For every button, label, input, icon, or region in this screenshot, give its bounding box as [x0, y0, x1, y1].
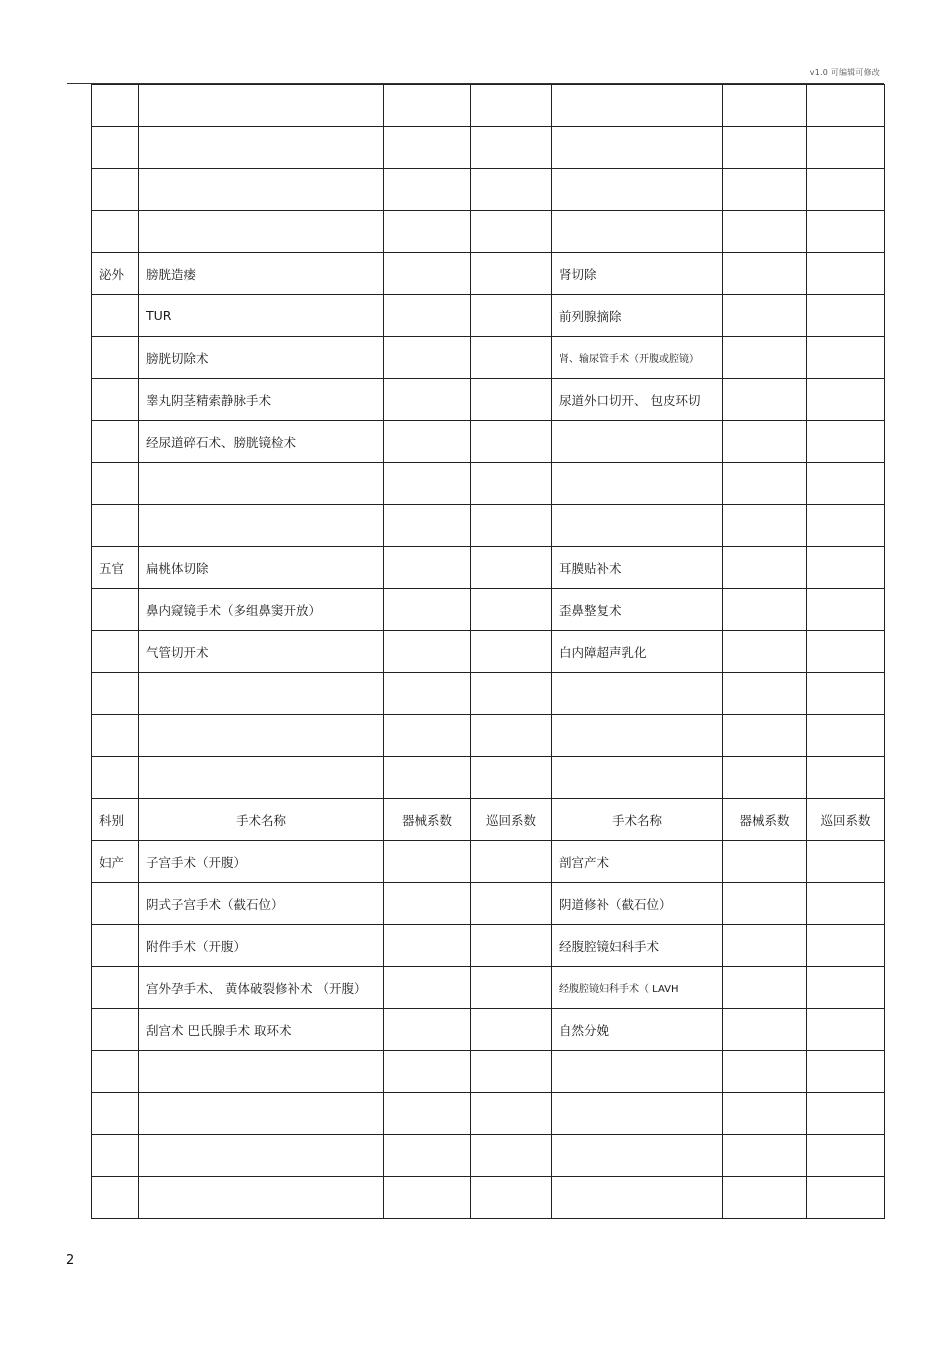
circulating-coef-cell [807, 211, 885, 253]
table-row [92, 421, 885, 463]
circulating-coef-cell [807, 841, 885, 883]
department-cell [92, 295, 139, 337]
circulating-coef-cell [471, 841, 552, 883]
surgery-name-cell [139, 127, 384, 169]
circulating-coef-cell [471, 85, 552, 127]
circulating-coef-cell [471, 379, 552, 421]
instrument-coef-cell [384, 883, 471, 925]
circulating-coef-cell [807, 757, 885, 799]
surgery-name-cell [552, 505, 723, 547]
table-row [92, 967, 885, 1009]
department-cell [92, 715, 139, 757]
surgery-name-cell [552, 169, 723, 211]
circulating-coef-cell [471, 757, 552, 799]
circulating-coef-cell [471, 547, 552, 589]
surgery-name-cell: 经尿道碎石术、膀胱镜检术 [139, 421, 384, 463]
instrument-coef-cell [384, 715, 471, 757]
surgery-name-cell [552, 1051, 723, 1093]
surgery-name-cell [139, 211, 384, 253]
instrument-coef-cell [723, 127, 807, 169]
surgery-name-cell: 经腹腔镜妇科手术 [552, 925, 723, 967]
surgery-name-cell [552, 421, 723, 463]
circulating-coef-cell [471, 589, 552, 631]
instrument-coef-cell [384, 1051, 471, 1093]
circulating-coef-cell [471, 295, 552, 337]
circulating-coef-cell [471, 505, 552, 547]
surgery-name-cell: 子宫手术（开腹） [139, 841, 384, 883]
surgery-name-cell: 阴式子宫手术（截石位） [139, 883, 384, 925]
department-cell: 五官 [92, 547, 139, 589]
surgery-name-cell [139, 169, 384, 211]
instrument-coef-cell [723, 169, 807, 211]
surgery-name-cell: 经腹腔镜妇科手术（ LAVH [552, 967, 723, 1009]
surgery-name-cell: 歪鼻整复术 [552, 589, 723, 631]
department-cell [92, 589, 139, 631]
column-header: 器械系数 [384, 799, 471, 841]
department-cell [92, 883, 139, 925]
surgery-name-cell [552, 85, 723, 127]
instrument-coef-cell [384, 1009, 471, 1051]
instrument-coef-cell [723, 589, 807, 631]
circulating-coef-cell [807, 85, 885, 127]
instrument-coef-cell [384, 1093, 471, 1135]
instrument-coef-cell [384, 169, 471, 211]
instrument-coef-cell [723, 967, 807, 1009]
department-cell [92, 127, 139, 169]
instrument-coef-cell [384, 673, 471, 715]
circulating-coef-cell [807, 631, 885, 673]
circulating-coef-cell [807, 1051, 885, 1093]
circulating-coef-cell [471, 253, 552, 295]
instrument-coef-cell [723, 757, 807, 799]
surgery-name-cell [139, 1135, 384, 1177]
circulating-coef-cell [471, 967, 552, 1009]
table-row [92, 337, 885, 379]
circulating-coef-cell [807, 337, 885, 379]
table-row [92, 1093, 885, 1135]
instrument-coef-cell [723, 673, 807, 715]
instrument-coef-cell [723, 337, 807, 379]
surgery-name-cell: 肾切除 [552, 253, 723, 295]
instrument-coef-cell [723, 547, 807, 589]
department-cell [92, 1051, 139, 1093]
instrument-coef-cell [723, 211, 807, 253]
table-row [92, 1009, 885, 1051]
instrument-coef-cell [384, 1177, 471, 1219]
table-row [92, 925, 885, 967]
table-row [92, 547, 885, 589]
table-row [92, 379, 885, 421]
surgery-name-cell: 膀胱造瘘 [139, 253, 384, 295]
surgery-name-cell [552, 127, 723, 169]
table-row [92, 1135, 885, 1177]
table-row [92, 295, 885, 337]
circulating-coef-cell [807, 379, 885, 421]
circulating-coef-cell [807, 967, 885, 1009]
surgery-name-cell: 剖宫产术 [552, 841, 723, 883]
instrument-coef-cell [384, 1135, 471, 1177]
table-row [92, 841, 885, 883]
surgery-name-cell: 刮宫术 巴氏腺手术 取环术 [139, 1009, 384, 1051]
circulating-coef-cell [807, 883, 885, 925]
surgery-name-cell [552, 211, 723, 253]
surgery-name-cell: 鼻内窥镜手术（多组鼻窦开放） [139, 589, 384, 631]
table-row [92, 253, 885, 295]
instrument-coef-cell [723, 841, 807, 883]
surgery-name-cell: 耳膜贴补术 [552, 547, 723, 589]
page-number: 2 [66, 1253, 75, 1268]
department-cell [92, 757, 139, 799]
circulating-coef-cell [471, 463, 552, 505]
circulating-coef-cell [471, 925, 552, 967]
surgery-name-cell [552, 463, 723, 505]
table-row [92, 715, 885, 757]
instrument-coef-cell [384, 337, 471, 379]
version-note: v1.0 可编辑可修改 [809, 68, 880, 77]
column-header: 巡回系数 [471, 799, 552, 841]
table-row [92, 631, 885, 673]
instrument-coef-cell [723, 85, 807, 127]
table-row [92, 211, 885, 253]
circulating-coef-cell [471, 1051, 552, 1093]
surgery-name-cell: 白内障超声乳化 [552, 631, 723, 673]
instrument-coef-cell [723, 1009, 807, 1051]
instrument-coef-cell [723, 379, 807, 421]
circulating-coef-cell [471, 883, 552, 925]
instrument-coef-cell [723, 883, 807, 925]
department-cell [92, 379, 139, 421]
instrument-coef-cell [723, 505, 807, 547]
surgery-name-cell: 阴道修补（截石位） [552, 883, 723, 925]
surgery-name-cell [552, 1135, 723, 1177]
table-row [92, 883, 885, 925]
instrument-coef-cell [384, 631, 471, 673]
instrument-coef-cell [723, 1177, 807, 1219]
circulating-coef-cell [807, 715, 885, 757]
instrument-coef-cell [384, 463, 471, 505]
circulating-coef-cell [471, 127, 552, 169]
surgery-name-cell [552, 673, 723, 715]
circulating-coef-cell [807, 127, 885, 169]
circulating-coef-cell [807, 505, 885, 547]
surgery-name-cell [139, 715, 384, 757]
department-cell [92, 1177, 139, 1219]
department-cell [92, 211, 139, 253]
circulating-coef-cell [807, 1093, 885, 1135]
department-cell: 泌外 [92, 253, 139, 295]
circulating-coef-cell [807, 463, 885, 505]
surgery-name-cell: 气管切开术 [139, 631, 384, 673]
surgery-name-cell: 肾、输尿管手术（开腹或腔镜） [552, 337, 723, 379]
department-cell [92, 1135, 139, 1177]
instrument-coef-cell [723, 715, 807, 757]
surgery-coefficient-table [91, 84, 885, 1219]
department-cell [92, 1093, 139, 1135]
department-cell [92, 337, 139, 379]
department-cell [92, 169, 139, 211]
instrument-coef-cell [384, 253, 471, 295]
department-cell [92, 967, 139, 1009]
instrument-coef-cell [723, 631, 807, 673]
surgery-name-cell: 扁桃体切除 [139, 547, 384, 589]
circulating-coef-cell [807, 925, 885, 967]
department-cell [92, 505, 139, 547]
table-row [92, 127, 885, 169]
circulating-coef-cell [807, 589, 885, 631]
surgery-name-cell: 膀胱切除术 [139, 337, 384, 379]
table-row [92, 1177, 885, 1219]
circulating-coef-cell [471, 1093, 552, 1135]
table-row [92, 463, 885, 505]
circulating-coef-cell [807, 1135, 885, 1177]
circulating-coef-cell [471, 1177, 552, 1219]
instrument-coef-cell [384, 967, 471, 1009]
instrument-coef-cell [384, 295, 471, 337]
instrument-coef-cell [723, 1135, 807, 1177]
table-row [92, 169, 885, 211]
department-cell [92, 463, 139, 505]
surgery-name-cell [139, 757, 384, 799]
surgery-name-cell: 尿道外口切开、 包皮环切 [552, 379, 723, 421]
surgery-name-cell [139, 1177, 384, 1219]
instrument-coef-cell [723, 1093, 807, 1135]
circulating-coef-cell [807, 295, 885, 337]
table-row [92, 1051, 885, 1093]
department-cell [92, 925, 139, 967]
instrument-coef-cell [384, 841, 471, 883]
table-row [92, 673, 885, 715]
department-cell [92, 421, 139, 463]
instrument-coef-cell [384, 379, 471, 421]
surgery-name-cell: TUR [139, 295, 384, 337]
surgery-name-cell: 宫外孕手术、 黄体破裂修补术 （开腹） [139, 967, 384, 1009]
column-header: 手术名称 [552, 799, 723, 841]
department-cell [92, 631, 139, 673]
surgery-name-cell [552, 1093, 723, 1135]
circulating-coef-cell [471, 169, 552, 211]
circulating-coef-cell [471, 715, 552, 757]
table-row [92, 757, 885, 799]
circulating-coef-cell [807, 1177, 885, 1219]
surgery-name-cell: 自然分娩 [552, 1009, 723, 1051]
instrument-coef-cell [384, 547, 471, 589]
surgery-name-cell [552, 1177, 723, 1219]
circulating-coef-cell [807, 1009, 885, 1051]
circulating-coef-cell [807, 253, 885, 295]
surgery-name-cell [139, 463, 384, 505]
surgery-name-cell: 睾丸阴茎精索静脉手术 [139, 379, 384, 421]
instrument-coef-cell [384, 505, 471, 547]
surgery-name-cell [552, 757, 723, 799]
surgery-name-cell [139, 85, 384, 127]
surgery-name-cell [139, 673, 384, 715]
surgery-name-cell: 附件手术（开腹） [139, 925, 384, 967]
department-cell [92, 1009, 139, 1051]
instrument-coef-cell [723, 421, 807, 463]
table-row [92, 505, 885, 547]
circulating-coef-cell [807, 169, 885, 211]
circulating-coef-cell [807, 421, 885, 463]
instrument-coef-cell [384, 925, 471, 967]
column-header: 科别 [92, 799, 139, 841]
circulating-coef-cell [471, 337, 552, 379]
instrument-coef-cell [384, 211, 471, 253]
instrument-coef-cell [723, 253, 807, 295]
instrument-coef-cell [384, 757, 471, 799]
table-row [92, 589, 885, 631]
instrument-coef-cell [723, 295, 807, 337]
instrument-coef-cell [723, 1051, 807, 1093]
column-header: 手术名称 [139, 799, 384, 841]
surgery-name-cell [552, 715, 723, 757]
circulating-coef-cell [471, 211, 552, 253]
circulating-coef-cell [807, 673, 885, 715]
circulating-coef-cell [807, 547, 885, 589]
surgery-name-cell [139, 505, 384, 547]
department-cell: 妇产 [92, 841, 139, 883]
instrument-coef-cell [384, 589, 471, 631]
instrument-coef-cell [384, 85, 471, 127]
table-header-row [92, 799, 885, 841]
instrument-coef-cell [723, 925, 807, 967]
column-header: 巡回系数 [807, 799, 885, 841]
department-cell [92, 85, 139, 127]
circulating-coef-cell [471, 421, 552, 463]
circulating-coef-cell [471, 1009, 552, 1051]
circulating-coef-cell [471, 1135, 552, 1177]
instrument-coef-cell [384, 127, 471, 169]
surgery-name-cell: 前列腺摘除 [552, 295, 723, 337]
circulating-coef-cell [471, 631, 552, 673]
surgery-name-cell [139, 1093, 384, 1135]
instrument-coef-cell [384, 421, 471, 463]
surgery-name-cell [139, 1051, 384, 1093]
table-row [92, 85, 885, 127]
circulating-coef-cell [471, 673, 552, 715]
department-cell [92, 673, 139, 715]
column-header: 器械系数 [723, 799, 807, 841]
instrument-coef-cell [723, 463, 807, 505]
